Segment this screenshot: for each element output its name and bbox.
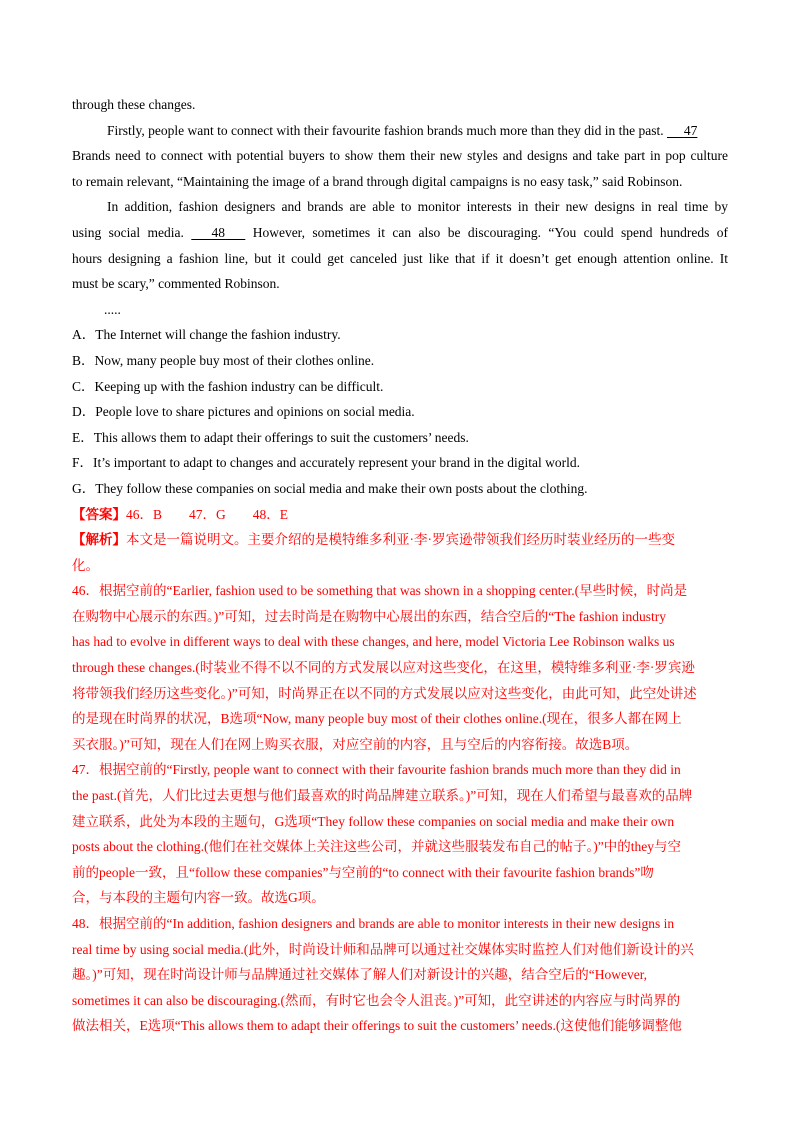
analysis-line: 化。: [72, 557, 99, 573]
analysis-line: 48．根据空前的“In addition, fashion designers and brands are able to monitor interests in their new designs in: [72, 916, 675, 931]
passage-text: However, sometimes it can also be discouraging. “You could spend hundreds of: [252, 224, 729, 240]
analysis-line: sometimes it can also be discouraging.(然而，有时它也会令人沮丧。)”可知，此空讲述的内容应与时尚界的: [72, 992, 681, 1008]
answer-text: 46．B 47．G 48．E: [126, 506, 288, 522]
analysis-line: 做法相关，E选项“This allows them to adapt their offerings to suit the customers’ needs.(这使他们能够调整他: [72, 1018, 682, 1034]
analysis-line: posts about the clothing.(他们在社交媒体上关注这些公司，并就这些服装发布自己的帖子。)”中的they与空: [72, 839, 681, 855]
analysis-line: 趣。)”可知，现在时尚设计师与品牌通过社交媒体了解人们对新设计的兴趣，结合空后的“However,: [72, 967, 648, 983]
analysis-line: 前的people一致，且“follow these companies”与空前的“to connect with their favourite fashion brands”吻: [72, 864, 654, 880]
analysis-line: [72, 527, 728, 553]
analysis-line: 将带领我们经历这些变化。)”可知，时尚界正在以不同的方式发展以应对这些变化，由此可知，此空处讲述: [72, 685, 697, 701]
passage-text: using social media.: [72, 224, 184, 240]
analysis-text: 本文是一篇说明文。主要介绍的是模特维多利亚·李·罗宾逊带领我们经历时装业经历的一些变: [126, 532, 675, 548]
option-b: B．Now, many people buy most of their clothes online.: [72, 352, 375, 368]
option-c: C．Keeping up with the fashion industry can be difficult.: [72, 378, 384, 394]
option-d: D．People love to share pictures and opinions on social media.: [72, 404, 415, 420]
option-e: E．This allows them to adapt their offerings to suit the customers’ needs.: [72, 429, 469, 445]
analysis-line: 建立联系，此处为本段的主题句，G选项“They follow these companies on social media and make their own: [72, 813, 675, 829]
passage-line: Brands need to connect with potential buyers to show them their new styles and designs and take part in pop culture: [72, 148, 728, 164]
paragraph-in-addition-line: In addition, fashion designers and brands are able to monitor interests in their new designs in real time by: [107, 199, 728, 215]
passage-line: must be scary,” commented Robinson.: [72, 276, 280, 292]
analysis-line: 的是现在时尚界的状况，B选项“Now, many people buy most of their clothes online.(现在，很多人都在网上: [72, 711, 682, 727]
analysis-line: 46．根据空前的“Earlier, fashion used to be something that was shown in a shopping center.(早些时候，时尚是: [72, 583, 688, 599]
analysis-line: through these changes.(时装业不得不以不同的方式发展以应对这些变化，在这里，模特维多利亚·李·罗宾逊: [72, 660, 695, 676]
option-a: A．The Internet will change the fashion industry.: [72, 327, 341, 343]
answer-label: 【答案】: [72, 506, 126, 522]
analysis-line: 在购物中心展示的东西。)”可知，过去时尚是在购物中心展出的东西，结合空后的“The fashion industry: [72, 608, 666, 624]
document-page: [72, 92, 728, 1039]
paragraph-firstly-line: [72, 118, 728, 144]
analysis-label: 【解析】: [72, 532, 126, 548]
analysis-line: 买衣服。)”可知，现在人们在网上购买衣服，对应空前的内容，且与空后的内容衔接。故选B项。: [72, 736, 639, 752]
analysis-line: the past.(首先，人们比过去更想与他们最喜欢的时尚品牌建立联系。)”可知，现在人们希望与最喜欢的品牌: [72, 788, 693, 804]
answer-line: [72, 502, 728, 528]
blank-47: 47: [683, 122, 698, 138]
analysis-line: 合，与本段的主题句内容一致。故选G项。: [72, 890, 325, 906]
ellipsis: .....: [104, 301, 121, 317]
option-g: G．They follow these companies on social media and make their own posts about the clothing.: [72, 480, 588, 496]
analysis-line: real time by using social media.(此外，时尚设计师和品牌可以通过社交媒体实时监控人们对他们新设计的兴: [72, 941, 694, 957]
option-f: F．It’s important to adapt to changes and accurately represent your brand in the digital world.: [72, 455, 580, 471]
blank-48: 48: [211, 224, 226, 240]
analysis-line: has had to evolve in different ways to deal with these changes, and here, model Victoria Lee Robinson walks us: [72, 634, 675, 650]
passage-line: to remain relevant, “Maintaining the image of a brand through digital campaigns is no easy task,” said Robinson.: [72, 173, 683, 189]
passage-text: Firstly, people want to connect with their favourite fashion brands much more than they did in the past.: [107, 122, 664, 138]
passage-line: [72, 220, 728, 246]
analysis-line: 47．根据空前的“Firstly, people want to connect with their favourite fashion brands much more than they did in: [72, 762, 681, 778]
passage-line: hours designing a fashion line, but it could get canceled just like that if it doesn’t get enough attention online. It: [72, 250, 728, 266]
passage-line: through these changes.: [72, 97, 196, 112]
